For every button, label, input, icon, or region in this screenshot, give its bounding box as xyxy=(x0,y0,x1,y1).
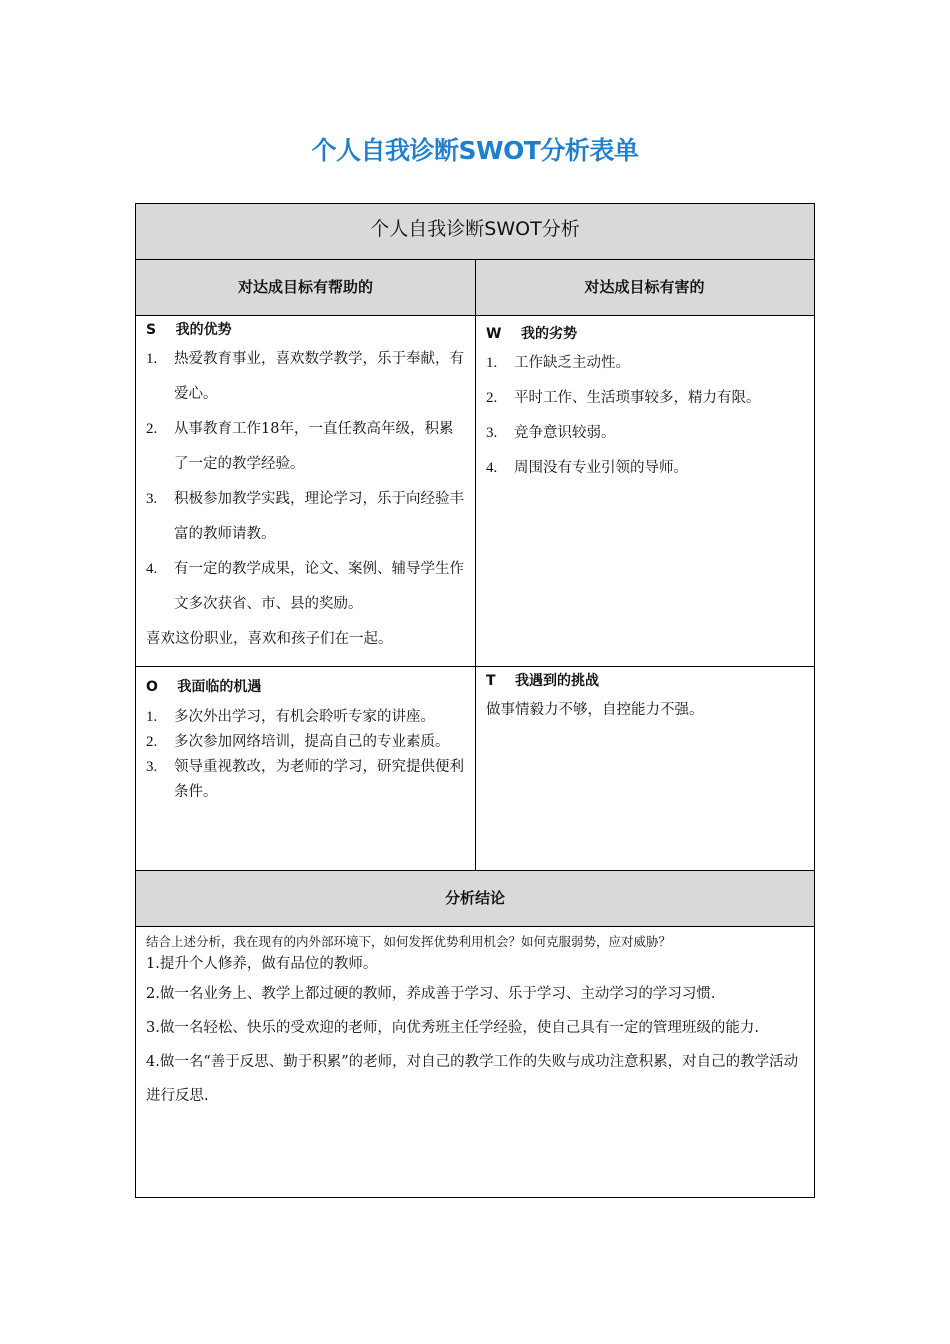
conclusion-heading: 分析结论 xyxy=(444,889,505,907)
list-item xyxy=(486,451,806,486)
list-item xyxy=(486,346,806,381)
list-item xyxy=(146,342,467,412)
item-number: 2. xyxy=(146,734,158,750)
list-item xyxy=(146,730,467,755)
helpful-header: 对达成目标有帮助的 xyxy=(237,278,373,296)
conclusion-point: 3.做一名轻松、快乐的受欢迎的老师，向优秀班主任学经验，使自己具有一定的管理班级的能力. xyxy=(146,1020,759,1036)
opportunities-heading: O 我面临的机遇 xyxy=(146,679,262,695)
threats-heading: T 我遇到的挑战 xyxy=(486,673,600,689)
conclusion-body xyxy=(136,927,814,1113)
item-number: 3. xyxy=(146,491,158,507)
conclusion-header-row xyxy=(136,871,814,927)
strengths-heading: S 我的优势 xyxy=(146,322,232,338)
item-text: 竞争意识较弱。 xyxy=(514,425,616,441)
item-text: 周围没有专业引领的导师。 xyxy=(514,460,688,476)
list-item xyxy=(146,552,467,622)
page-title: 个人自我诊断SWOT分析表单 xyxy=(311,136,639,165)
item-text: 多次外出学习，有机会聆听专家的讲座。 xyxy=(174,709,435,725)
table-title-row xyxy=(136,204,814,260)
header-divider xyxy=(475,260,476,316)
list-item xyxy=(486,381,806,416)
item-number: 1. xyxy=(146,709,158,725)
item-text: 领导重视教改，为老师的学习，研究提供便利条件。 xyxy=(174,759,464,800)
item-text: 平时工作、生活琐事较多，精力有限。 xyxy=(514,390,761,406)
table-title: 个人自我诊断SWOT分析 xyxy=(370,218,580,240)
item-number: 3. xyxy=(486,425,498,441)
strengths-cell xyxy=(136,316,475,657)
conclusion-point: 1.提升个人修养，做有品位的教师。 xyxy=(146,956,378,972)
item-number: 4. xyxy=(486,460,498,476)
list-item xyxy=(146,705,467,730)
list-item xyxy=(146,482,467,552)
item-number: 3. xyxy=(146,759,158,775)
item-number: 1. xyxy=(146,351,158,367)
list-item xyxy=(146,755,467,805)
conclusion-question: 结合上述分析，我在现有的内外部环境下，如何发挥优势利用机会？如何克服弱势，应对威胁？ xyxy=(146,934,672,949)
threats-cell xyxy=(476,667,814,728)
threats-text: 做事情毅力不够，自控能力不强。 xyxy=(486,702,704,718)
list-item xyxy=(486,416,806,451)
item-number: 2. xyxy=(486,390,498,406)
opportunities-cell xyxy=(136,667,475,805)
strengths-extra: 喜欢这份职业，喜欢和孩子们在一起。 xyxy=(146,631,393,647)
item-text: 有一定的教学成果，论文、案例、辅导学生作文多次获省、市、县的奖励。 xyxy=(174,561,464,612)
weaknesses-cell xyxy=(476,316,814,486)
item-text: 积极参加教学实践，理论学习，乐于向经验丰富的教师请教。 xyxy=(174,491,464,542)
harmful-header: 对达成目标有害的 xyxy=(584,278,705,296)
item-text: 热爱教育事业，喜欢数学教学，乐于奉献，有爱心。 xyxy=(174,351,464,402)
list-item xyxy=(146,412,467,482)
item-text: 工作缺乏主动性。 xyxy=(514,355,630,371)
item-text: 从事教育工作18年，一直任教高年级，积累了一定的教学经验。 xyxy=(174,421,454,472)
weaknesses-heading: W 我的劣势 xyxy=(486,326,577,342)
swot-table xyxy=(135,203,815,1198)
item-number: 2. xyxy=(146,421,158,437)
item-number: 1. xyxy=(486,355,498,371)
item-number: 4. xyxy=(146,561,158,577)
conclusion-point: 4.做一名“善于反思、勤于积累”的老师，对自己的教学工作的失败与成功注意积累，对自己的教学活动进行反思. xyxy=(146,1054,799,1104)
item-text: 多次参加网络培训，提高自己的专业素质。 xyxy=(174,734,450,750)
conclusion-point: 2.做一名业务上、教学上都过硬的教师，养成善于学习、乐于学习、主动学习的学习习惯. xyxy=(146,986,716,1002)
